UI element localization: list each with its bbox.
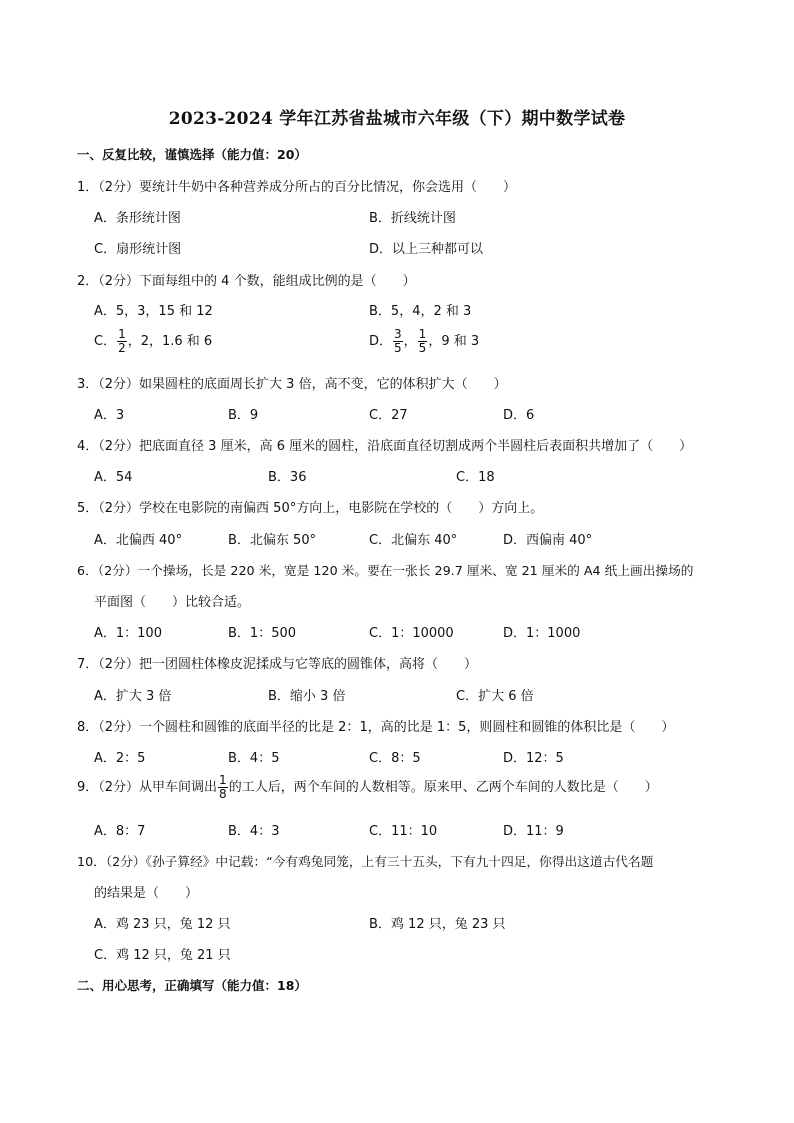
q5-option-d: D．西偏南 40° [503,533,593,548]
question-9-prefix: 9．（2分）从甲车间调出 [77,780,218,795]
q5-option-c: C．北偏东 40° [369,533,458,548]
q8-option-b: B．4：5 [228,751,280,766]
q2-option-c-fraction [117,328,127,355]
q1-option-a: A．条形统计图 [94,211,181,226]
q7-option-a: A．扩大 3 倍 [94,689,172,704]
q10-option-b: B．鸡 12 只，兔 23 只 [369,917,506,932]
fraction-numerator: 1 [219,773,227,787]
question-5: 5．（2分）学校在电影院的南偏西 50°方向上，电影院在学校的（ ）方向上。 [77,501,544,516]
q1-option-c: C．扇形统计图 [94,242,182,257]
fraction-denominator: 8 [219,787,227,801]
q5-option-a: A．北偏西 40° [94,533,183,548]
fraction-numerator: 1 [118,327,126,341]
question-9-suffix: 的工人后，两个车间的人数相等。原来甲、乙两个车间的人数比是（ ） [228,780,658,795]
section-heading-1: 一、反复比较，谨慎选择（能力值：20） [77,147,307,162]
question-10-line-2: 的结果是（ ） [94,886,199,901]
q10-option-a: A．鸡 23 只，兔 12 只 [94,917,231,932]
q8-option-c: C．8：5 [369,751,421,766]
q6-option-c: C．1：10000 [369,626,454,641]
fraction-denominator: 2 [118,341,126,355]
q4-option-c: C．18 [456,470,495,485]
q6-option-a: A．1：100 [94,626,162,641]
question-9-fraction [218,774,228,801]
fraction-numerator: 3 [394,327,402,341]
q9-option-c: C．11：10 [369,824,438,839]
q2-option-c [94,328,212,355]
fraction-numerator: 1 [418,327,427,341]
q2-option-c-suffix: ，2，1.6 和 6 [127,334,213,349]
q9-option-a: A．8：7 [94,824,146,839]
question-2: 2．（2分）下面每组中的 4 个数，能组成比例的是（ ） [77,274,416,289]
q3-option-d: D．6 [503,408,535,423]
question-3: 3．（2分）如果圆柱的底面周长扩大 3 倍，高不变，它的体积扩大（ ） [77,377,507,392]
q7-option-b: B．缩小 3 倍 [268,689,346,704]
q6-option-d: D．1：1000 [503,626,581,641]
q2-option-d-prefix: D． [369,334,393,349]
q9-option-b: B．4：3 [228,824,280,839]
q2-option-d-suffix: ，9 和 3 [428,334,480,349]
q5-option-b: B．北偏东 50° [228,533,317,548]
q2-option-a: A．5，3，15 和 12 [94,304,213,319]
question-9 [77,774,658,801]
page-title: 2023-2024 学年江苏省盐城市六年级（下）期中数学试卷 [168,109,626,129]
question-10-line-1: 10．（2分）《孙子算经》中记载：“今有鸡兔同笼，上有三十五头，下有九十四足，你得出这道古代名题 [77,854,654,869]
q7-option-c: C．扩大 6 倍 [456,689,534,704]
question-4: 4．（2分）把底面直径 3 厘米，高 6 厘米的圆柱，沿底面直径切割成两个半圆柱后表面积共增加了（ ） [77,439,693,454]
question-7: 7．（2分）把一团圆柱体橡皮泥揉成与它等底的圆锥体，高将（ ） [77,657,478,672]
q1-option-d: D．以上三种都可以 [369,242,484,257]
q2-option-d [369,328,479,355]
question-1: 1．（2分）要统计牛奶中各种营养成分所占的百分比情况，你会选用（ ） [77,180,517,195]
q8-option-d: D．12：5 [503,751,564,766]
fraction-denominator: 5 [418,341,427,355]
q1-option-b: B．折线统计图 [369,211,456,226]
q3-option-a: A．3 [94,408,125,423]
q3-option-b: B．9 [228,408,259,423]
q2-option-d-fraction-1 [393,328,403,355]
q2-option-b: B．5，4，2 和 3 [369,304,472,319]
q6-option-b: B．1：500 [228,626,297,641]
q2-option-d-separator: ， [403,334,417,349]
question-8: 8．（2分）一个圆柱和圆锥的底面半径的比是 2：1，高的比是 1：5，则圆柱和圆锥的体积比是（ ） [77,720,675,735]
q10-option-c: C．鸡 12 只，兔 21 只 [94,948,231,963]
question-6-line-2: 平面图（ ）比较合适。 [94,595,251,610]
q3-option-c: C．27 [369,408,408,423]
section-heading-2: 二、用心思考，正确填写（能力值：18） [77,978,307,993]
q2-option-d-fraction-2 [418,328,428,355]
question-6-line-1: 6．（2分）一个操场，长是 220 米，宽是 120 米。要在一张长 29.7 厘米、宽 21 厘米的 A4 纸上画出操场的 [77,563,694,578]
q8-option-a: A．2：5 [94,751,146,766]
q4-option-a: A．54 [94,470,133,485]
q2-option-c-prefix: C． [94,334,117,349]
q9-option-d: D．11：9 [503,824,564,839]
fraction-denominator: 5 [394,341,402,355]
q4-option-b: B．36 [268,470,307,485]
